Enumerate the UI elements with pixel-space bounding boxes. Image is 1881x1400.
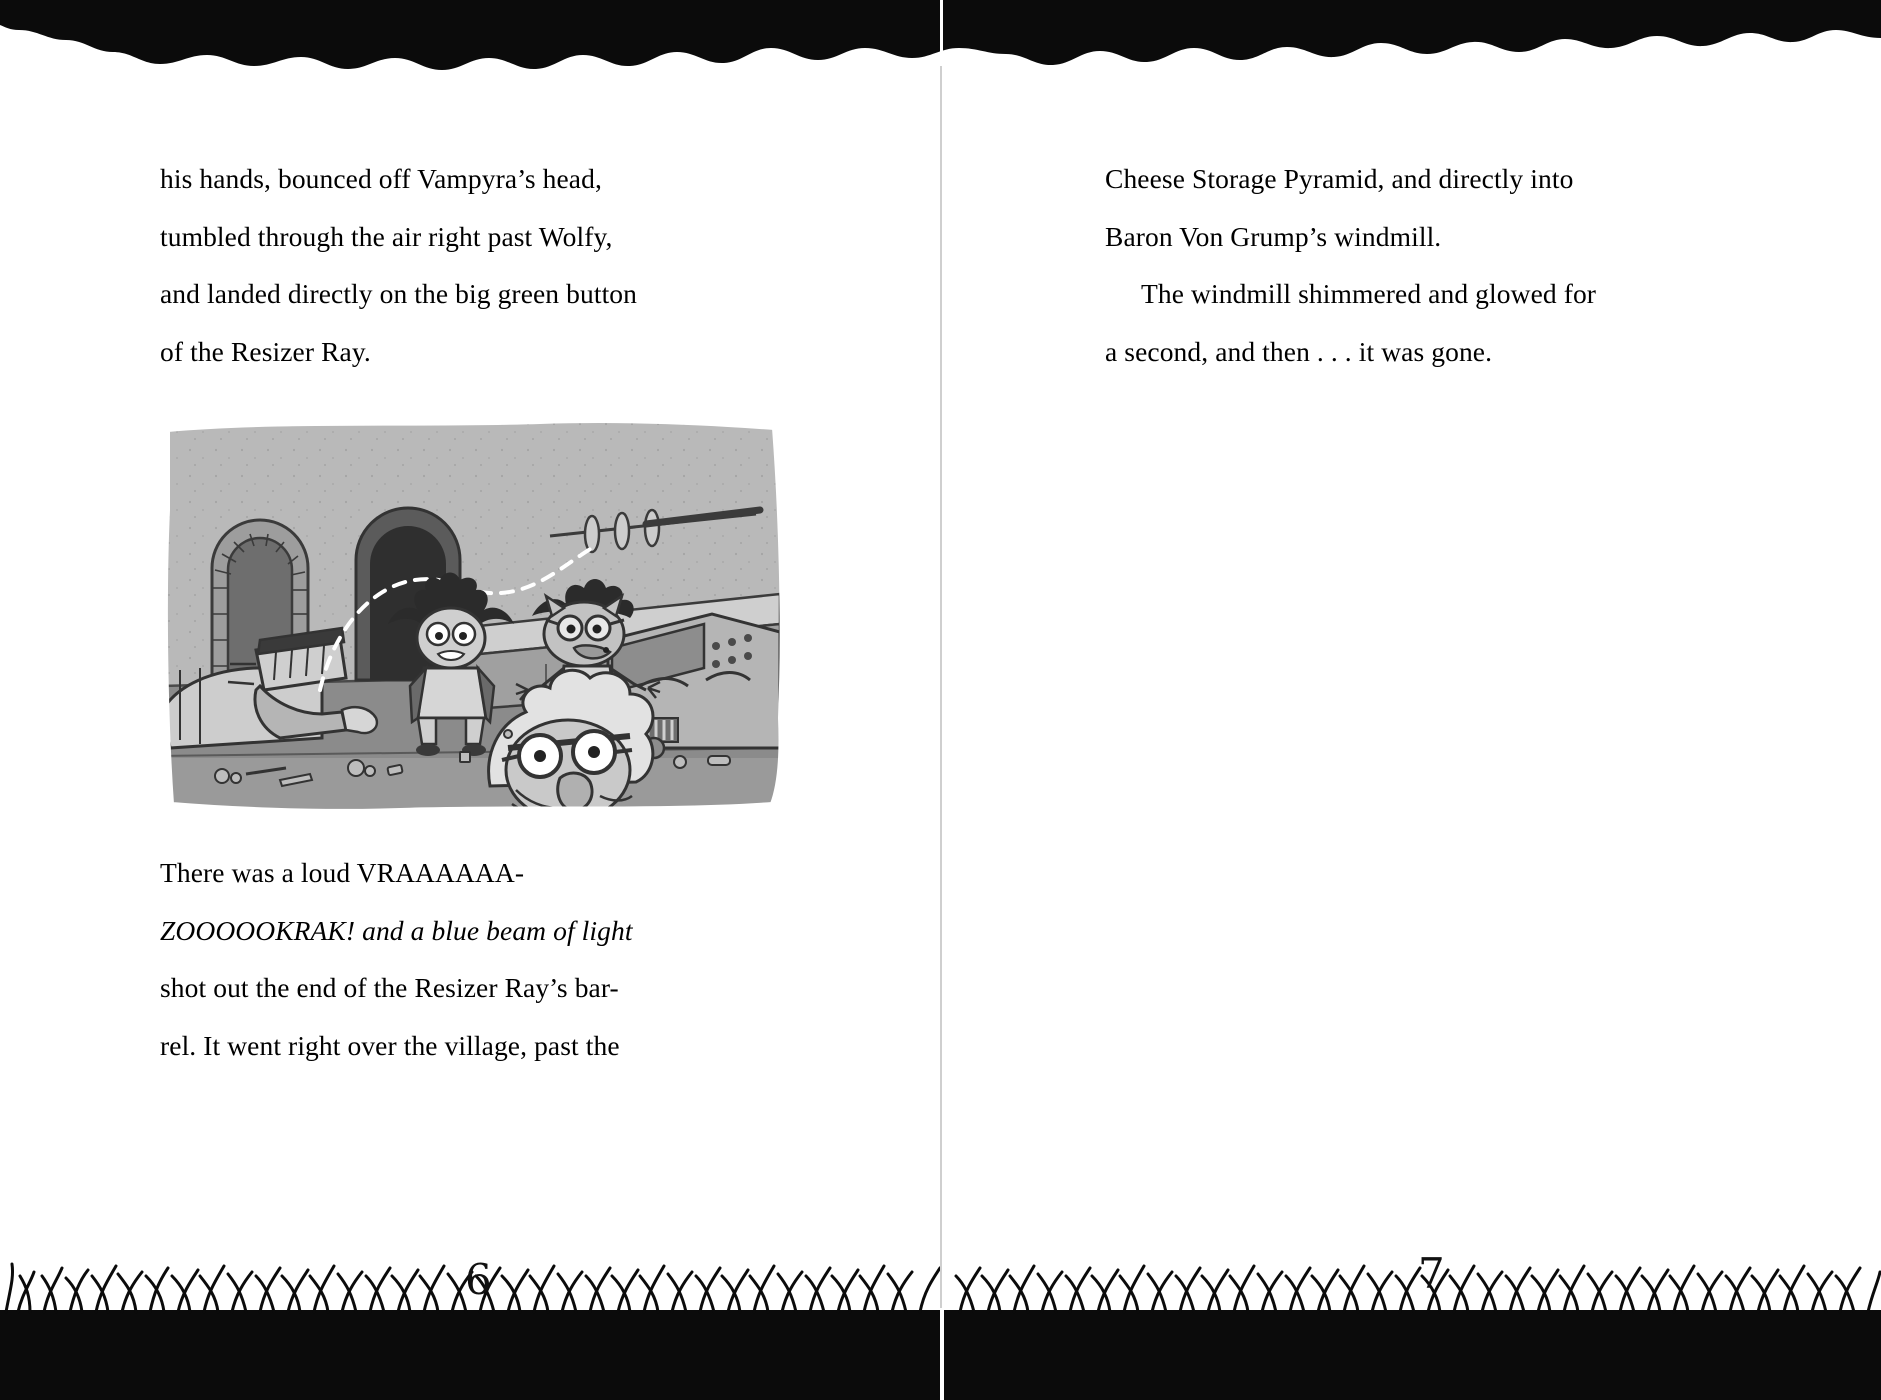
- right-page: [1105, 150, 1735, 380]
- text-line: and landed directly on the big green button: [160, 278, 638, 309]
- text-line: tumbled through the air right past Wolfy,: [160, 220, 613, 252]
- left-page: [160, 150, 790, 1074]
- gutter-bottom-gap: [940, 1308, 944, 1400]
- page-number-right: 7: [1418, 1249, 1445, 1298]
- text-line: of the Resizer Ray.: [160, 335, 371, 367]
- text-line: rel. It went right over the village, past the: [160, 1029, 620, 1061]
- text-line: ZOOOOOKRAK! and a blue beam of light: [160, 914, 633, 946]
- text-line: Cheese Storage Pyramid, and directly into: [1105, 163, 1574, 194]
- text-line: The windmill shimmered and glowed for: [1141, 278, 1597, 309]
- gutter-top-gap: [940, 0, 943, 66]
- text-line: his hands, bounced off Vampyra’s head,: [160, 163, 602, 194]
- left-paragraph-2: [160, 844, 790, 1074]
- text-line: There was a loud VRAAAAAA-: [160, 857, 525, 888]
- text-line: shot out the end of the Resizer Ray’s bar-: [160, 972, 619, 1003]
- text-line: a second, and then . . . it was gone.: [1105, 335, 1493, 367]
- book-gutter: [940, 0, 942, 1400]
- lab-illustration: [160, 418, 790, 818]
- page-number-left: 6: [465, 1255, 492, 1304]
- left-paragraph-1: [160, 150, 790, 380]
- lab-illustration-canvas: [160, 418, 790, 818]
- right-paragraph-2: [1105, 265, 1735, 380]
- text-line: Baron Von Grump’s windmill.: [1105, 220, 1442, 252]
- right-paragraph-1: [1105, 150, 1735, 265]
